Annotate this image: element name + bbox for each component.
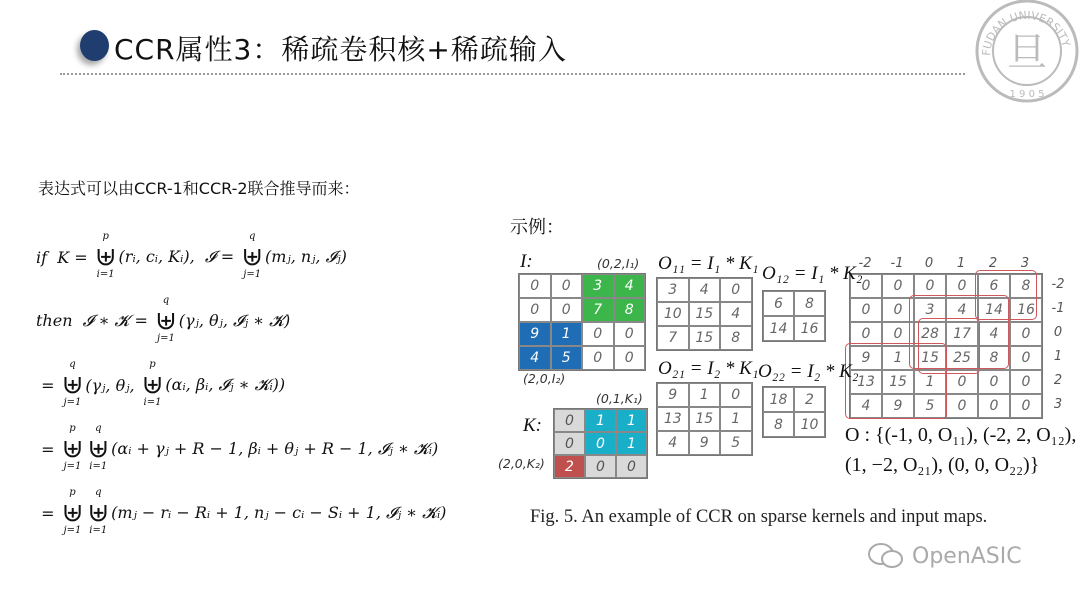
figure-label: O₁₁ = I₁ * K₁ <box>658 253 759 274</box>
matrix-cell: 1 <box>914 370 946 394</box>
operator-lower-limit: j=1 <box>63 525 82 536</box>
matrix-cell: 4 <box>720 302 752 326</box>
figure-label: O₁₂ = I₁ * K₂ <box>762 263 863 284</box>
matrix-cell: 0 <box>882 298 914 322</box>
matrix-cell: 8 <box>794 291 825 316</box>
matrix-cell: 0 <box>850 322 882 346</box>
matrix-cell: 4 <box>978 322 1010 346</box>
matrix-cell: 4 <box>657 431 689 455</box>
row-label: 0 <box>1053 325 1063 340</box>
matrix-cell: 0 <box>882 274 914 298</box>
formula-line <box>36 360 285 410</box>
highlight-o21 <box>845 343 947 419</box>
matrix-cell: 8 <box>763 412 794 437</box>
union-operator <box>62 488 84 538</box>
matrix-cell: 0 <box>582 346 614 370</box>
operator-lower-limit: j=1 <box>63 461 82 472</box>
figure-caption: Fig. 5. An example of CCR on sparse kernels and input maps. <box>530 507 988 527</box>
output-set-line2: (1, −2, O₂₁), (0, 0, O₂₂)} <box>845 454 1040 476</box>
matrix-cell: 15 <box>689 326 721 350</box>
matrix-o21 <box>656 382 753 456</box>
formula-body: (γⱼ, θⱼ, <box>85 375 140 395</box>
matrix-cell: 1 <box>882 346 914 370</box>
matrix-cell: 0 <box>720 383 752 407</box>
matrix-cell: 10 <box>794 412 825 437</box>
subtitle: 表达式可以由CCR-1和CCR-2联合推导而来： <box>38 179 360 198</box>
union-operator <box>142 360 164 410</box>
matrix-cell: 2 <box>794 387 825 412</box>
formula-prefix: = <box>36 439 60 459</box>
matrix-cell: 1 <box>616 409 647 432</box>
row-label: 3 <box>1053 397 1063 412</box>
matrix-cell: 4 <box>689 278 721 302</box>
union-operator <box>155 296 177 346</box>
matrix-cell: 9 <box>882 394 914 418</box>
formula-prefix: then 𝓘 ∗ 𝓚 = <box>36 311 153 330</box>
disjoint-union-icon: ⊎ <box>61 370 84 400</box>
matrix-cell: 8 <box>1010 274 1042 298</box>
matrix-cell: 0 <box>1010 346 1042 370</box>
matrix-cell: 14 <box>978 298 1010 322</box>
column-label: 1 <box>956 256 966 271</box>
operator-upper-limit: q <box>95 487 102 498</box>
matrix-cell: 0 <box>1010 370 1042 394</box>
matrix-cell: 0 <box>914 274 946 298</box>
matrix-cell: 3 <box>914 298 946 322</box>
matrix-cell: 0 <box>551 298 583 322</box>
disjoint-union-icon: ⊎ <box>155 306 177 336</box>
wechat-icon <box>866 541 906 571</box>
operator-upper-limit: q <box>95 423 102 434</box>
disjoint-union-icon: ⊎ <box>241 242 264 272</box>
matrix-cell: 9 <box>519 322 551 346</box>
matrix-cell: 8 <box>720 326 752 350</box>
matrix-cell: 3 <box>582 274 614 298</box>
formula-body: (mⱼ − rᵢ − Rᵢ + 1, nⱼ − cᵢ − Sᵢ + 1, 𝓘ⱼ ∗ 𝓚ᵢ) <box>111 503 447 522</box>
matrix-k <box>553 408 648 479</box>
formula-line <box>36 296 290 346</box>
svg-text:1 9 0 5: 1 9 0 5 <box>1009 89 1045 100</box>
matrix-cell: 1 <box>720 407 752 431</box>
matrix-cell: 9 <box>850 346 882 370</box>
fudan-university-logo <box>972 0 1080 106</box>
operator-upper-limit: p <box>149 359 156 370</box>
matrix-cell: 10 <box>657 302 689 326</box>
matrix-cell: 0 <box>614 322 646 346</box>
matrix-cell: 4 <box>614 274 646 298</box>
matrix-cell: 5 <box>720 431 752 455</box>
matrix-cell: 17 <box>946 322 978 346</box>
matrix-cell: 2 <box>554 455 585 478</box>
row-label: 1 <box>1053 349 1063 364</box>
matrix-cell: 16 <box>794 316 825 341</box>
formula-body: (αᵢ, βᵢ, 𝓘ⱼ ∗ 𝓚ᵢ)) <box>165 375 286 394</box>
matrix-cell: 0 <box>585 432 616 455</box>
title-bullet <box>80 30 109 61</box>
matrix-cell: 6 <box>978 274 1010 298</box>
operator-upper-limit: q <box>162 295 170 306</box>
figure-label: K: <box>523 415 542 436</box>
disjoint-union-icon: ⊎ <box>94 242 117 272</box>
slide-title: CCR属性3：稀疏卷积核+稀疏输入 <box>114 33 567 66</box>
svg-text:FUDAN UNIVERSITY: FUDAN UNIVERSITY <box>979 8 1073 57</box>
matrix-cell: 5 <box>551 346 583 370</box>
matrix-cell: 1 <box>551 322 583 346</box>
matrix-cell: 4 <box>850 394 882 418</box>
matrix-cell: 8 <box>614 298 646 322</box>
formula-body: (αᵢ + γⱼ + R − 1, βᵢ + θⱼ + R − 1, 𝓘ⱼ ∗ 𝓚ᵢ) <box>111 439 439 458</box>
operator-lower-limit: i=1 <box>89 461 108 472</box>
formula-body: (mⱼ, nⱼ, 𝓘ⱼ) <box>265 247 347 266</box>
matrix-cell: 8 <box>978 346 1010 370</box>
disjoint-union-icon: ⊎ <box>87 434 110 464</box>
matrix-cell: 4 <box>519 346 551 370</box>
matrix-cell: 0 <box>978 394 1010 418</box>
matrix-cell: 18 <box>763 387 794 412</box>
row-label: -2 <box>1051 277 1065 292</box>
matrix-cell: 3 <box>657 278 689 302</box>
matrix-cell: 0 <box>585 455 616 478</box>
formula-prefix: = <box>36 375 60 395</box>
formula-line <box>36 488 446 538</box>
matrix-cell: 1 <box>689 383 721 407</box>
matrix-cell: 9 <box>689 431 721 455</box>
matrix-cell: 0 <box>850 274 882 298</box>
matrix-cell: 6 <box>763 291 794 316</box>
matrix-cell: 5 <box>914 394 946 418</box>
column-label: 0 <box>924 256 934 271</box>
operator-lower-limit: i=1 <box>143 397 162 408</box>
matrix-cell: 0 <box>551 274 583 298</box>
matrix-cell: 15 <box>689 302 721 326</box>
disjoint-union-icon: ⊎ <box>141 370 164 400</box>
matrix-cell: 13 <box>850 370 882 394</box>
matrix-cell: 28 <box>914 322 946 346</box>
matrix-cell: 0 <box>1010 394 1042 418</box>
formula-body: (rᵢ, cᵢ, Kᵢ), 𝓘 = <box>118 247 240 266</box>
matrix-cell: 15 <box>914 346 946 370</box>
row-label: 2 <box>1053 373 1063 388</box>
figure-label: O₂₁ = I₂ * K₁ <box>658 358 759 379</box>
matrix-cell: 0 <box>582 322 614 346</box>
column-label: 2 <box>988 256 998 271</box>
matrix-cell: 7 <box>582 298 614 322</box>
union-operator <box>87 424 109 474</box>
matrix-cell: 0 <box>946 274 978 298</box>
matrix-cell: 0 <box>946 394 978 418</box>
matrix-cell: 0 <box>882 322 914 346</box>
formula-line <box>36 424 438 474</box>
matrix-cell: 14 <box>763 316 794 341</box>
matrix-cell: 13 <box>657 407 689 431</box>
example-label: 示例： <box>510 217 564 238</box>
row-label: -1 <box>1051 301 1065 316</box>
output-set-line1: O : {(-1, 0, O₁₁), (-2, 2, O₁₂), <box>845 424 1077 446</box>
column-label: -2 <box>858 256 872 271</box>
matrix-cell: 15 <box>882 370 914 394</box>
union-operator <box>62 360 84 410</box>
formula-prefix: = <box>36 503 60 523</box>
operator-lower-limit: i=1 <box>89 525 108 536</box>
matrix-cell: 0 <box>614 346 646 370</box>
svg-text:旦: 旦 <box>1007 30 1047 76</box>
matrix-cell: 15 <box>689 407 721 431</box>
formula-prefix: if K = <box>36 247 93 267</box>
watermark-text: OpenASIC <box>912 543 1022 569</box>
matrix-o12 <box>762 290 826 342</box>
matrix-cell: 1 <box>616 432 647 455</box>
matrix-cell: 25 <box>946 346 978 370</box>
title-divider <box>60 73 965 75</box>
matrix-cell: 0 <box>720 278 752 302</box>
matrix-cell: 0 <box>519 298 551 322</box>
matrix-cell: 0 <box>1010 322 1042 346</box>
operator-lower-limit: j=1 <box>243 269 262 280</box>
matrix-i <box>518 273 646 371</box>
operator-upper-limit: q <box>248 231 256 242</box>
matrix-cell: 7 <box>657 326 689 350</box>
column-label: 3 <box>1020 256 1030 271</box>
operator-upper-limit: p <box>69 423 76 434</box>
figure-label: (2,0,K₂) <box>498 456 545 471</box>
matrix-cell: 0 <box>978 370 1010 394</box>
union-operator <box>87 488 109 538</box>
operator-upper-limit: p <box>69 487 76 498</box>
matrix-o11 <box>656 277 753 351</box>
matrix-o22 <box>762 386 826 438</box>
figure-label: (0,2,I₁) <box>597 256 640 271</box>
disjoint-union-icon: ⊎ <box>87 498 110 528</box>
disjoint-union-icon: ⊎ <box>61 498 84 528</box>
operator-lower-limit: j=1 <box>156 333 175 344</box>
figure-label: (2,0,I₂) <box>523 371 566 386</box>
operator-lower-limit: i=1 <box>96 269 115 280</box>
matrix-cell: 0 <box>850 298 882 322</box>
matrix-cell: 0 <box>946 370 978 394</box>
matrix-cell: 0 <box>519 274 551 298</box>
disjoint-union-icon: ⊎ <box>61 434 84 464</box>
figure-label: I: <box>520 251 533 272</box>
union-operator <box>95 232 117 282</box>
watermark <box>866 541 1022 571</box>
matrix-cell: 0 <box>616 455 647 478</box>
union-operator <box>241 232 263 282</box>
matrix-cell: 0 <box>554 432 585 455</box>
formula-body: (γⱼ, θⱼ, 𝓘ⱼ ∗ 𝓚) <box>178 311 291 330</box>
union-operator <box>62 424 84 474</box>
formula-line <box>36 232 347 282</box>
operator-lower-limit: j=1 <box>63 397 82 408</box>
matrix-cell: 16 <box>1010 298 1042 322</box>
matrix-cell: 9 <box>657 383 689 407</box>
column-label: -1 <box>890 256 904 271</box>
matrix-cell: 0 <box>554 409 585 432</box>
matrix-cell: 4 <box>946 298 978 322</box>
matrix-cell: 1 <box>585 409 616 432</box>
figure-label: O₂₂ = I₂ * K₂ <box>758 361 859 382</box>
operator-upper-limit: q <box>69 359 76 370</box>
output-set <box>845 420 1076 480</box>
operator-upper-limit: p <box>102 231 109 242</box>
figure-label: (0,1,K₁) <box>596 391 643 406</box>
